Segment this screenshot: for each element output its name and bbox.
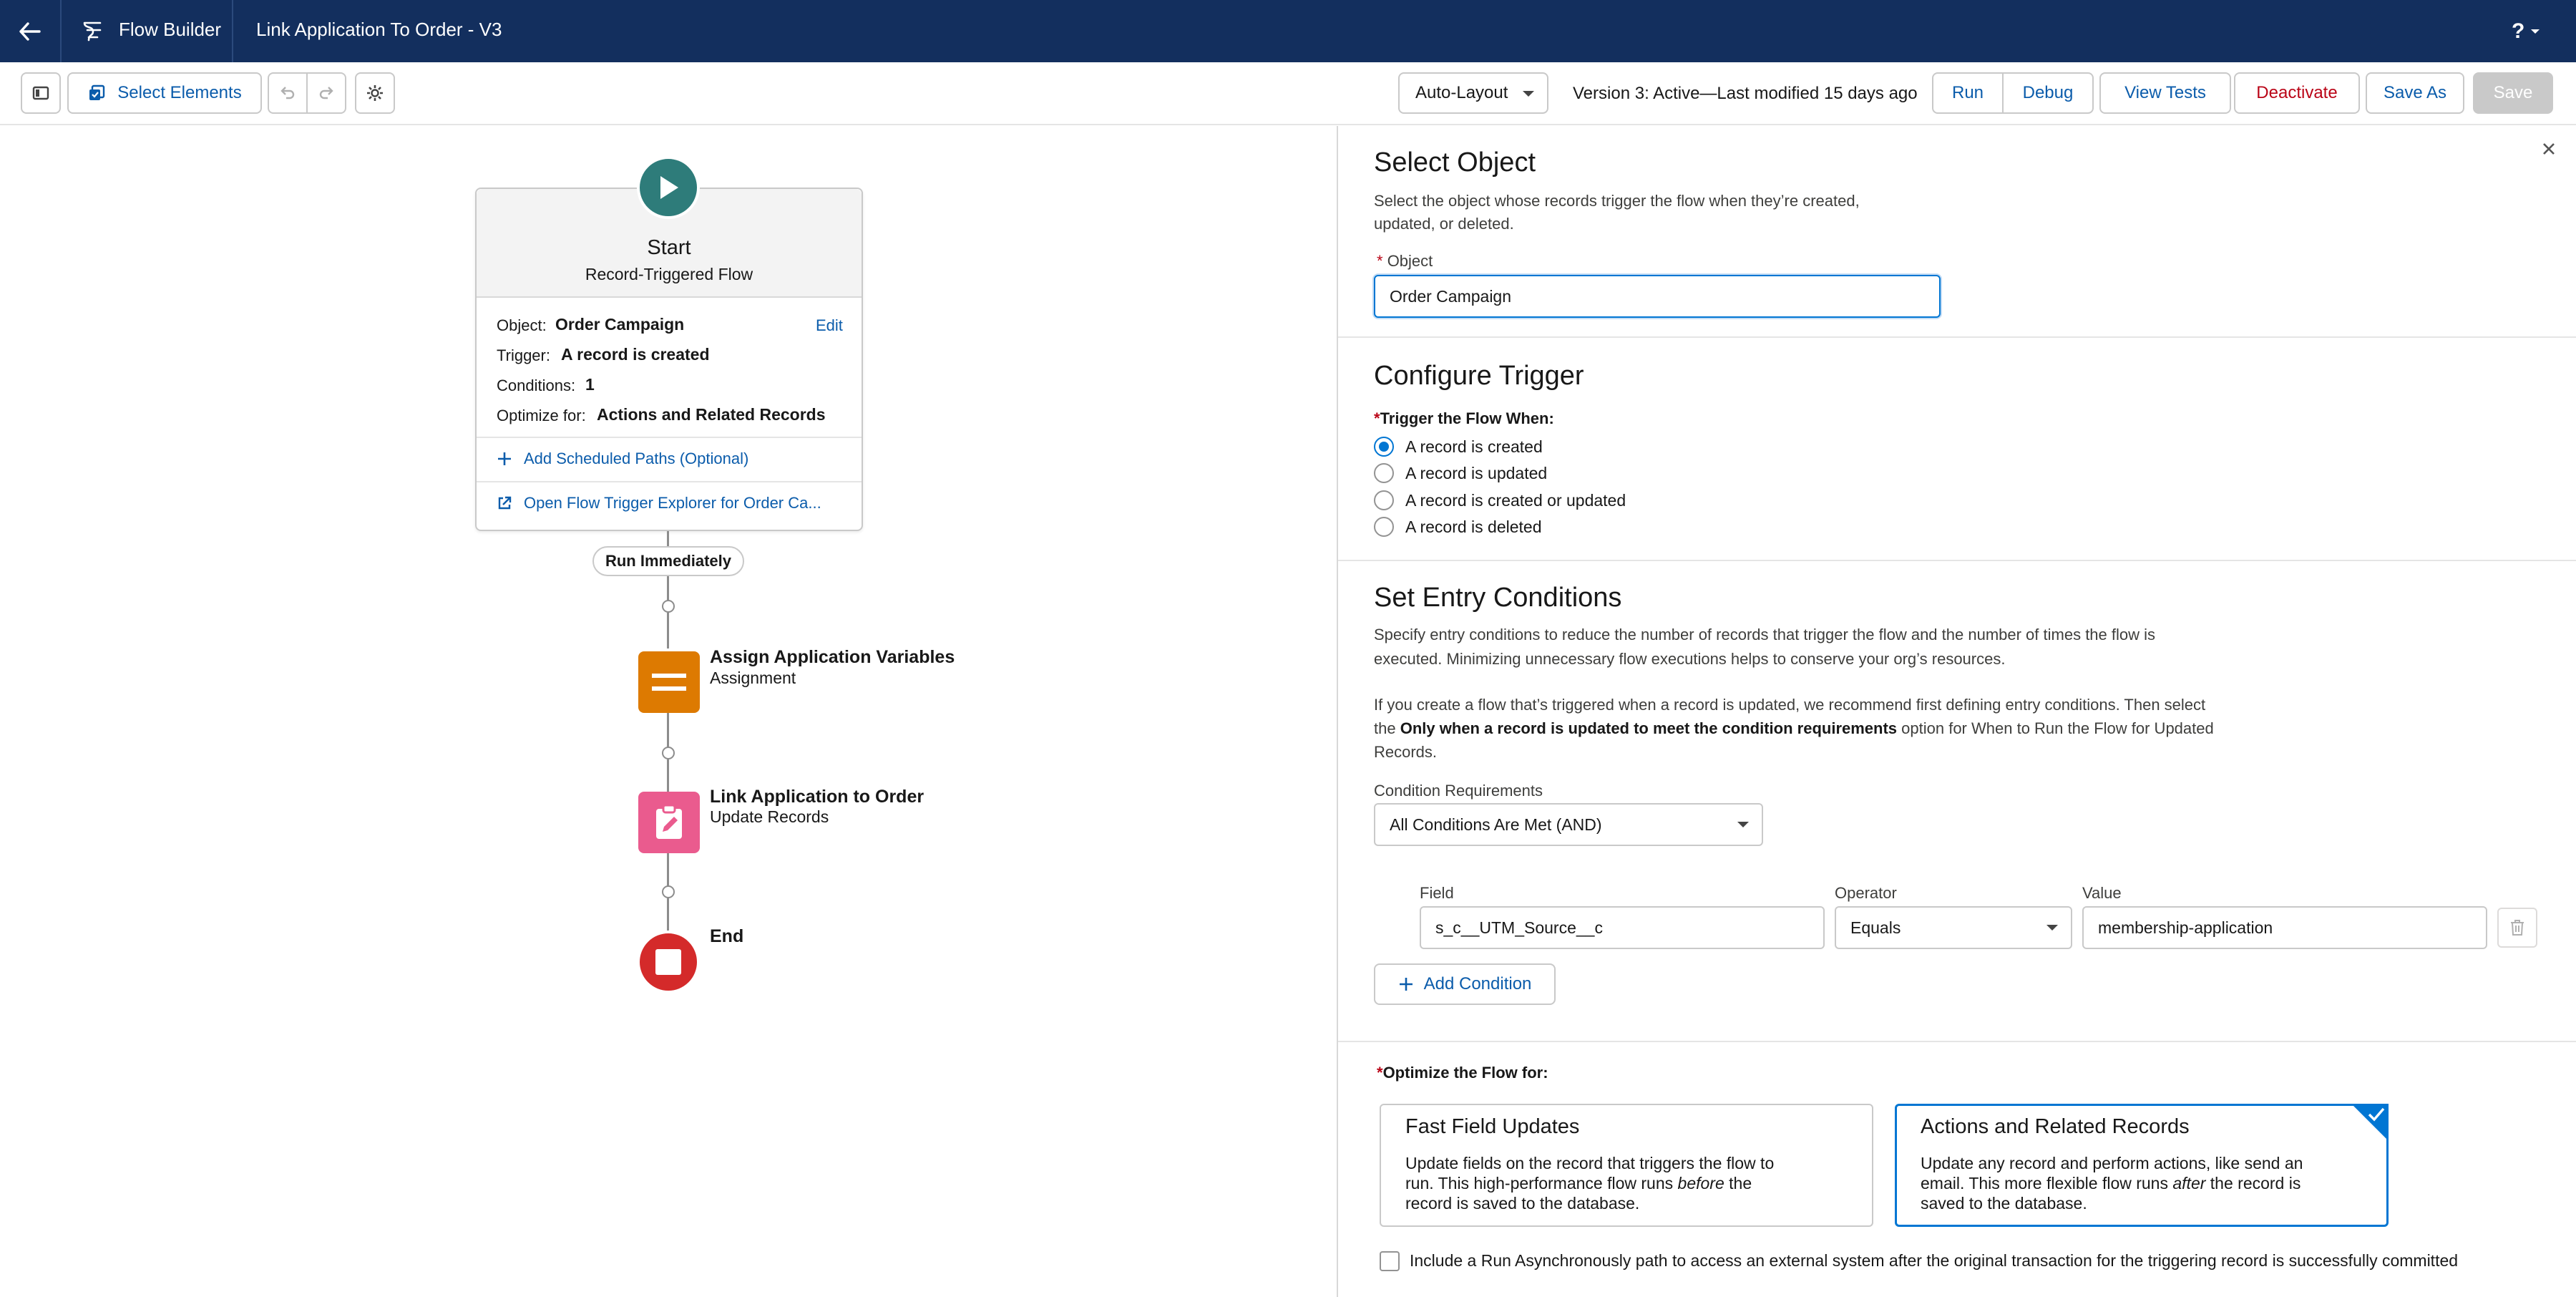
entry-conditions-help2-line1: If you create a flow that’s triggered when a record is updated, we recommend first defining entry conditions. Then select [1374, 696, 2206, 714]
condition-operator-value: Equals [1850, 918, 1901, 937]
radio-icon [1374, 490, 1394, 510]
chevron-down-icon [1736, 820, 1750, 829]
chevron-down-icon [1521, 89, 1536, 98]
view-tests-button[interactable] [2099, 72, 2231, 114]
condition-field-value: s_c__UTM_Source__c [1435, 918, 1603, 937]
edit-link[interactable]: Edit [816, 316, 843, 334]
condition-value-value: membership-application [2098, 918, 2273, 937]
entry-conditions-help2-line3: Records. [1374, 743, 1438, 761]
entry-conditions-help2-line2 [1374, 716, 2214, 740]
radio-selected-icon [1374, 437, 1394, 457]
run-button[interactable] [1932, 72, 2004, 114]
end-node-icon[interactable] [637, 931, 700, 994]
toggle-panel-button[interactable] [21, 72, 61, 114]
object-label: Object: [497, 316, 547, 334]
actions-related-records-line2 [1921, 1174, 2301, 1193]
trigger-when-label-text: Trigger the Flow When: [1380, 409, 1554, 427]
fast-field-updates-title: Fast Field Updates [1405, 1115, 1580, 1138]
run-immediately-label [592, 546, 744, 576]
select-object-help-line1: Select the object whose records trigger the flow when they’re created, [1374, 192, 1860, 210]
layout-mode-value: Auto-Layout [1415, 83, 1508, 102]
fast-line2-post: the [1724, 1174, 1752, 1192]
optimize-label: Optimize for: [497, 407, 586, 424]
run-async-label: Include a Run Asynchronously path to access an external system after the original transaction for the triggering record is successfully committed [1410, 1251, 2459, 1270]
deactivate-label: Deactivate [2256, 83, 2338, 102]
trigger-option-label: A record is created or updated [1405, 490, 1626, 510]
app-name: Flow Builder [119, 19, 222, 40]
condition-requirements-label: Condition Requirements [1374, 782, 1543, 800]
radio-icon [1374, 463, 1394, 483]
actions-related-records-line3: saved to the database. [1921, 1194, 2087, 1213]
trigger-value: A record is created [561, 345, 710, 364]
fast-field-updates-option[interactable] [1380, 1104, 1873, 1227]
panel-toggle-icon [32, 86, 49, 100]
fast-line2-em: before [1677, 1174, 1724, 1192]
fast-field-updates-line3: record is saved to the database. [1405, 1194, 1640, 1213]
undo-icon [279, 84, 296, 102]
open-trigger-explorer-label: Open Flow Trigger Explorer for Order Ca... [524, 494, 821, 512]
close-icon [2542, 142, 2556, 156]
operator-column-label: Operator [1835, 884, 1897, 902]
assignment-node-title: Assign Application Variables [710, 647, 955, 667]
value-column-label: Value [2082, 884, 2122, 902]
fast-line2-pre: run. This high-performance flow runs [1405, 1174, 1678, 1192]
back-arrow-icon [19, 22, 41, 41]
actions-related-records-option[interactable] [1895, 1104, 2389, 1227]
add-scheduled-paths-label: Add Scheduled Paths (Optional) [524, 450, 749, 467]
object-field-label-text: Object [1387, 252, 1433, 270]
toolbar [0, 62, 2576, 125]
version-status: Version 3: Active—Last modified 15 days ago [1573, 84, 1918, 103]
object-field-label: * Object [1377, 252, 1433, 270]
selected-check-icon [2351, 1104, 2389, 1141]
layout-mode-select[interactable] [1398, 72, 1548, 114]
trigger-option-updated[interactable] [1374, 462, 1547, 485]
debug-button[interactable] [2002, 72, 2094, 114]
configure-trigger-title: Configure Trigger [1374, 361, 1584, 391]
close-panel-button[interactable] [2537, 137, 2560, 160]
select-elements-label: Select Elements [117, 83, 242, 102]
trigger-option-label: A record is updated [1405, 463, 1548, 482]
actions-related-records-title: Actions and Related Records [1921, 1115, 2190, 1138]
start-subtitle: Record-Triggered Flow [585, 265, 753, 283]
flow-builder-icon [82, 19, 103, 43]
object-input-value: Order Campaign [1390, 286, 1512, 306]
run-async-checkbox[interactable] [1380, 1251, 1400, 1271]
optimize-value: Actions and Related Records [597, 405, 826, 424]
redo-button[interactable] [306, 72, 346, 114]
save-button[interactable] [2473, 72, 2553, 114]
start-title: Start [647, 236, 691, 259]
open-trigger-explorer-link[interactable] [497, 494, 821, 513]
fast-field-updates-line1: Update fields on the record that triggers the flow to [1405, 1154, 1775, 1172]
start-element-card[interactable] [475, 188, 863, 531]
chevron-down-icon [2045, 923, 2059, 932]
select-elements-button[interactable] [67, 72, 262, 114]
add-element-node[interactable] [662, 600, 675, 613]
condition-field-input[interactable] [1420, 906, 1825, 949]
update-records-node-type: Update Records [710, 807, 829, 826]
plus-icon [1398, 976, 1414, 992]
save-as-button[interactable] [2366, 72, 2464, 114]
update-records-node-icon[interactable] [638, 792, 700, 853]
trigger-option-label: A record is deleted [1405, 517, 1542, 536]
optimize-flow-label-text: Optimize the Flow for: [1382, 1064, 1548, 1082]
help-label: ? [2512, 19, 2525, 43]
assignment-node-type: Assignment [710, 669, 796, 687]
trigger-option-label: A record is created [1405, 437, 1543, 456]
trigger-when-label: *Trigger the Flow When: [1374, 409, 1554, 427]
actions-line2-em: after [2172, 1174, 2206, 1192]
actions-line2-pre: email. This more flexible flow runs [1921, 1174, 2173, 1192]
actions-line2-post: the record is [2205, 1174, 2301, 1192]
condition-requirements-select[interactable] [1374, 803, 1763, 846]
field-column-label: Field [1420, 884, 1454, 902]
app-header [0, 0, 2576, 62]
debug-label: Debug [2022, 83, 2074, 102]
run-label: Run [1951, 83, 1984, 102]
select-elements-icon [87, 84, 106, 102]
add-condition-label: Add Condition [1423, 974, 1532, 994]
object-value: Order Campaign [555, 315, 685, 334]
gear-icon [366, 84, 384, 102]
trigger-option-created-or-updated[interactable] [1374, 489, 1626, 512]
assignment-node-icon[interactable] [638, 651, 700, 713]
trigger-option-created[interactable] [1374, 435, 1543, 458]
delete-condition-button[interactable] [2497, 908, 2537, 948]
trash-icon [2509, 919, 2525, 936]
trigger-label: Trigger: [497, 346, 550, 364]
help2-bold: Only when a record is updated to meet the condition requirements [1400, 719, 1898, 737]
select-object-title: Select Object [1374, 147, 1536, 178]
conditions-value: 1 [585, 375, 595, 394]
redo-icon [318, 84, 335, 102]
optimize-flow-label: *Optimize the Flow for: [1377, 1064, 1548, 1082]
external-link-icon [497, 495, 512, 511]
object-input[interactable] [1374, 275, 1941, 318]
save-as-label: Save As [2383, 83, 2447, 102]
add-element-node[interactable] [662, 747, 675, 759]
deactivate-button[interactable] [2234, 72, 2360, 114]
flow-title: Link Application To Order - V3 [256, 19, 502, 40]
conditions-label: Conditions: [497, 377, 576, 394]
condition-value-input[interactable] [2082, 906, 2487, 949]
help-menu-button[interactable] [2512, 16, 2555, 47]
condition-requirements-value: All Conditions Are Met (AND) [1390, 815, 1602, 834]
run-immediately-text: Run Immediately [605, 552, 732, 570]
plus-icon [497, 451, 512, 467]
select-object-help-line2: updated, or deleted. [1374, 215, 1514, 233]
view-tests-label: View Tests [2124, 83, 2206, 102]
update-records-node-title: Link Application to Order [710, 787, 924, 807]
radio-icon [1374, 517, 1394, 537]
entry-conditions-title: Set Entry Conditions [1374, 583, 1622, 613]
back-button[interactable] [13, 14, 47, 49]
entry-conditions-help-line1: Specify entry conditions to reduce the number of records that trigger the flow and the number of times the flow is [1374, 626, 2156, 643]
flow-settings-button[interactable] [355, 72, 395, 114]
add-scheduled-paths-link[interactable] [497, 450, 748, 468]
add-condition-button[interactable] [1374, 963, 1556, 1005]
help2-post: option for When to Run the Flow for Updated [1897, 719, 2214, 737]
stop-icon [655, 949, 681, 975]
help2-pre: the [1374, 719, 1400, 737]
assignment-equals-icon [652, 672, 686, 692]
fast-field-updates-line2 [1405, 1174, 1752, 1193]
trigger-option-deleted[interactable] [1374, 515, 1542, 538]
start-node-icon[interactable] [637, 156, 700, 219]
add-element-node[interactable] [662, 885, 675, 898]
condition-operator-select[interactable] [1835, 906, 2072, 949]
play-icon [656, 174, 680, 201]
chevron-down-icon [2530, 28, 2540, 35]
update-records-icon [653, 805, 685, 840]
save-label: Save [2493, 83, 2533, 102]
end-node-title: End [710, 926, 744, 946]
entry-conditions-help-line2: executed. Minimizing unnecessary flow executions helps to conserve your org’s resources. [1374, 650, 2006, 668]
undo-button[interactable] [268, 72, 308, 114]
actions-related-records-line1: Update any record and perform actions, like send an [1921, 1154, 2303, 1172]
